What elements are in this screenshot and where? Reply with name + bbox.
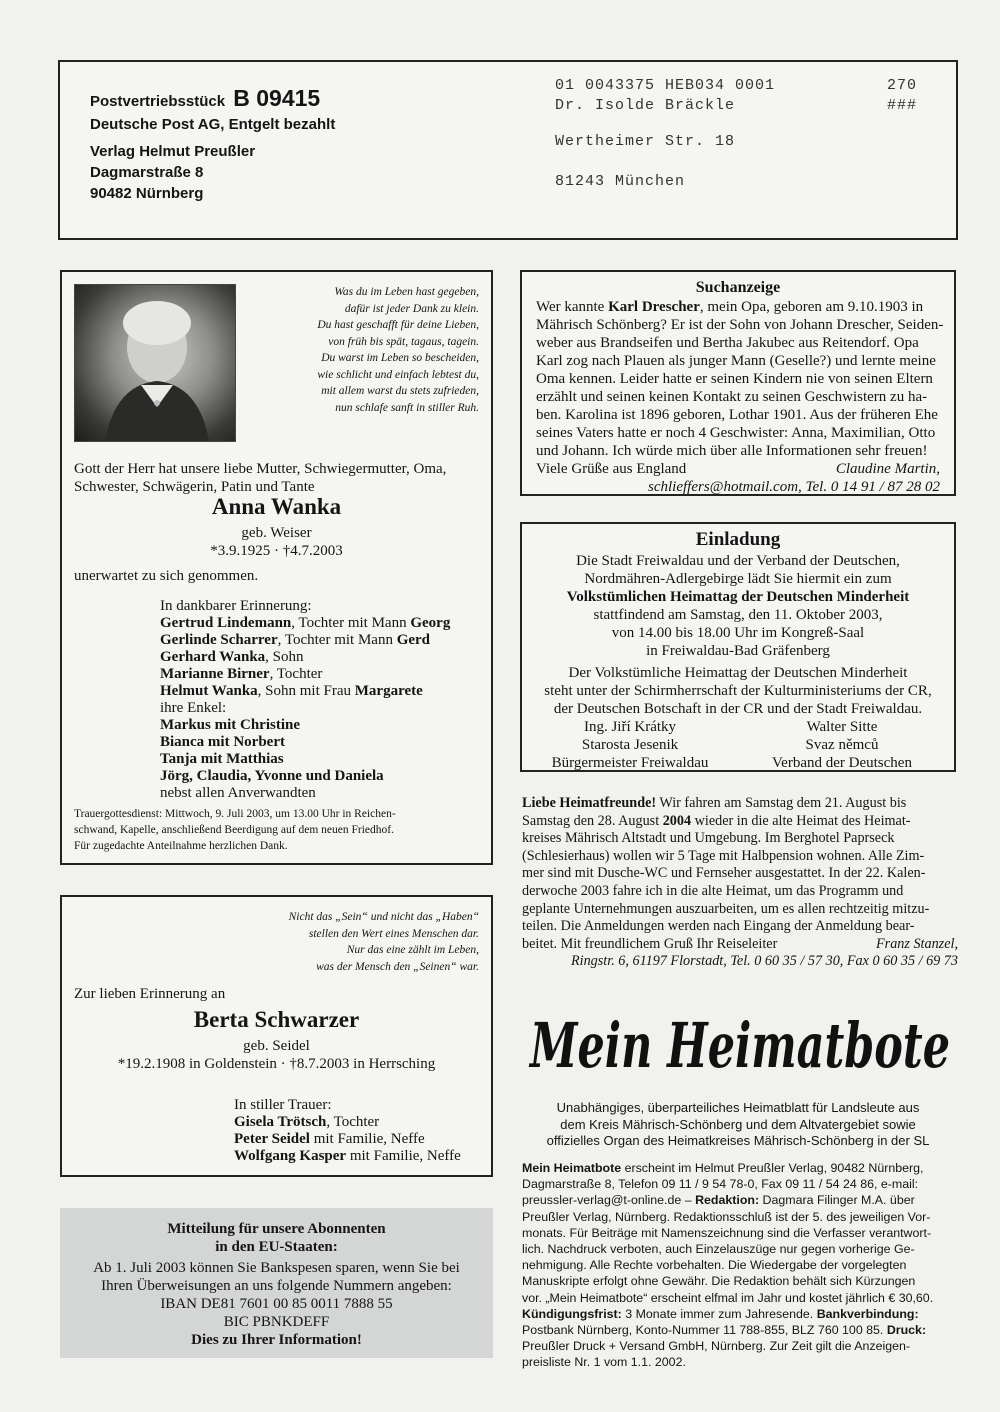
ad-text: Karl zog nach Plauen als junger Mann (Geselle?) und lernte meine: [536, 353, 936, 369]
invitation-body: [522, 552, 954, 718]
publisher-street: Dagmarstraße 8: [90, 164, 204, 181]
obituary-intro: [74, 460, 446, 496]
mourner-partner: Georg: [410, 615, 451, 631]
obituary-outro: unerwartet zu sich genommen.: [74, 568, 259, 584]
mourner-row: [234, 1131, 461, 1148]
birth-info: [62, 524, 491, 560]
funeral-service-info: [74, 806, 396, 854]
mourner-relation: , Tochter mit Mann: [291, 615, 411, 631]
signatory-name: Ing. Jiří Krátky: [583, 719, 677, 735]
mourners-list: [160, 598, 450, 802]
mourner-name: Wolfgang Kasper: [234, 1148, 347, 1164]
masthead-logo: [522, 997, 958, 1092]
grandchild-row: Jörg, Claudia, Yvonne und Daniela: [160, 768, 384, 784]
recipient-name: Dr. Isolde Bräckle: [555, 97, 736, 114]
address-code-line: 01 0043375 HEB034 0001: [555, 77, 776, 94]
mourner-relation: mit Familie, Neffe: [309, 1131, 425, 1147]
imprint-label: Druck:: [886, 1323, 927, 1338]
mourner-relation: , Tochter: [269, 666, 323, 682]
poem-line: nun schlafe sanft in stiller Ruh.: [335, 401, 479, 414]
mourner-relation: , Tochter mit Mann: [277, 632, 397, 648]
notice-line: Ihren Überweisungen an uns folgende Nummern angeben:: [101, 1278, 452, 1294]
service-line: schwand, Kapelle, anschließend Beerdigung auf dem neuen Friedhof.: [74, 824, 394, 836]
grandchild-row: Bianca mit Norbert: [160, 734, 285, 750]
grandchildren-label: ihre Enkel:: [160, 700, 227, 716]
searched-person: Karl Drescher: [608, 299, 700, 315]
event-date: stattfindend am Samstag, den 11. Oktober 2003,: [593, 607, 883, 623]
mourner-relation: mit Familie, Neffe: [346, 1148, 461, 1164]
imprint-text: Postbank Nürnberg, Konto-Nummer 11 788-855, BLZ 760 100 85.: [522, 1323, 887, 1338]
signatory-title: Verband der Deutschen: [772, 755, 912, 771]
invitation-title: Einladung: [695, 529, 781, 550]
life-dates: *3.9.1925 · †4.7.2003: [210, 543, 343, 559]
imprint-text: lich. Nachdruck verboten, auch Einzelauszüge nur gegen vorherige Ge-: [522, 1242, 915, 1257]
grandchild-row: Markus mit Christine: [160, 717, 300, 733]
trip-contact: Ringstr. 6, 61197 Florstadt, Tel. 0 60 35 / 57 30, Fax 0 60 35 / 69 73: [570, 953, 958, 970]
mourner-relation: , Sohn: [265, 649, 304, 665]
grandchild-row: Tanja mit Matthias: [160, 751, 284, 767]
imprint-text: Dagmarstraße 8, Telefon 09 11 / 9 54 78-0, Fax 09 11 / 54 24 86, e-mail:: [522, 1177, 919, 1192]
show-through-text: [420, 40, 980, 60]
mourner-name: Gisela Trötsch: [234, 1114, 327, 1130]
birth-info: [62, 1037, 491, 1073]
pv-label: Postvertriebsstück: [90, 93, 226, 110]
postage-note: Deutsche Post AG, Entgelt bezahlt: [90, 116, 336, 133]
ad-text: Oma kennen. Leider hatte er seinen Kindern nie von seinen Eltern: [536, 371, 933, 387]
obituary-anna-wanka: [60, 270, 493, 865]
ad-signer: Claudine Martin,: [835, 461, 940, 477]
search-ad-box: [520, 270, 956, 496]
mourner-row: [160, 615, 450, 632]
notice-line: Ab 1. Juli 2003 können Sie Bankspesen sparen, wenn Sie bei: [93, 1260, 460, 1276]
imprint-text: 3 Monate immer zum Jahresende.: [621, 1306, 817, 1321]
poem-line: dafür ist jeder Dank zu klein.: [344, 302, 479, 315]
recipient-city: 81243 München: [555, 173, 686, 190]
masthead-logo-text: Mein Heimatbote: [528, 1009, 950, 1082]
deceased-name: Anna Wanka: [211, 494, 342, 519]
imprint-text: Manuskripte erfolgt ohne Gewähr. Die Redaktion behält sich Kürzungen: [522, 1274, 916, 1289]
imprint-text: Preußler Verlag, Nürnberg. Redaktionsschluß ist der 5. des jeweiligen Vor-: [522, 1209, 931, 1224]
mourner-name: Marianne Birner: [160, 666, 270, 682]
imprint-text: vor. „Mein Heimatbote“ erscheint elfmal im Jahr und kostet jährlich € 30,60.: [522, 1290, 934, 1305]
imprint-title: Mein Heimatbote: [522, 1161, 622, 1175]
ad-text: ben. Karolina ist 1896 geboren, Lothar 1901. Aus der früheren Ehe: [536, 407, 938, 423]
bic: BIC PBNKDEFF: [223, 1314, 330, 1330]
imprint-text: preisliste Nr. 1 vom 1.1. 2002.: [522, 1355, 686, 1370]
recipient-address: [555, 76, 918, 192]
address-code-right: 270: [887, 77, 918, 94]
mourner-row: [160, 632, 450, 649]
invitation-line: steht unter der Schirmherrschaft der Kulturministeriums der CR,: [544, 683, 932, 699]
recipient-street: Wertheimer Str. 18: [555, 133, 736, 150]
deceased-name: Berta Schwarzer: [193, 1007, 360, 1032]
obituary-intro: Zur lieben Erinnerung an: [74, 986, 226, 1002]
trip-text: mer sind mit Dusche-WC und Fernseher ausgestattet. In der 22. Kalen-: [522, 865, 926, 882]
event-name: Volkstümlichen Heimattag der Deutschen Minderheit: [566, 589, 910, 605]
trip-text: wieder in die alte Heimat des Heimat-: [691, 812, 911, 829]
imprint-text: erscheint im Helmut Preußler Verlag, 90482 Nürnberg,: [621, 1161, 924, 1175]
trip-year: 2004: [662, 812, 692, 829]
notice-subtitle: in den EU-Staaten:: [215, 1239, 338, 1255]
invitation-box: [520, 522, 956, 772]
invitation-signatures: [522, 718, 954, 774]
ad-text: erzählt und seinen keinen Kontakt zu seinen Geschwistern zu ha-: [536, 389, 928, 405]
pv-number: B 09415: [233, 85, 321, 111]
notice-closing: Dies zu Ihrer Information!: [191, 1332, 362, 1348]
mourner-row: [160, 683, 450, 700]
trip-text: teilen. Die Anmeldungen werden nach Eingang der Anmeldung bear-: [522, 918, 915, 935]
signatory-title: Svaz němců: [805, 737, 879, 753]
imprint-label: Kündigungsfrist:: [522, 1306, 622, 1321]
maiden-name: geb. Seidel: [243, 1038, 310, 1054]
imprint-label: Redaktion:: [695, 1193, 760, 1208]
address-code-right-2: ###: [887, 97, 918, 114]
mourner-name: Gerlinde Scharrer: [160, 632, 278, 648]
trip-text: Samstag den 28. August: [522, 812, 663, 829]
intro-line: Schwester, Schwägerin, Patin und Tante: [74, 479, 315, 495]
invitation-line: Die Stadt Freiwaldau und der Verband der Deutschen,: [576, 553, 900, 569]
signatory-name: Walter Sitte: [806, 719, 878, 735]
mourner-name: Gerhard Wanka: [160, 649, 266, 665]
trip-lead: Liebe Heimatfreunde!: [522, 795, 657, 811]
search-ad-title: Suchanzeige: [695, 279, 781, 296]
trip-text: derwoche 2003 fahre ich in die alte Heimat, um das Programm und: [522, 882, 904, 899]
trip-text: (Schlesierhaus) wollen wir 5 Tage mit Halbpension wohnen. Alle Zim-: [522, 847, 925, 864]
service-line: Trauergottesdienst: Mittwoch, 9. Juli 2003, um 13.00 Uhr in Reichen-: [74, 808, 396, 820]
portrait-photo: [74, 284, 236, 442]
trip-text: Wir fahren am Samstag dem 21. August bis: [656, 795, 907, 811]
ad-text: , mein Opa, geboren am 9.10.1903 in: [699, 299, 924, 315]
mourners-list: [234, 1097, 461, 1165]
imprint-text: monats. Für Beiträge mit Namenszeichnung sind die Verfasser verantwort-: [522, 1225, 932, 1240]
subscriber-notice: [60, 1208, 493, 1358]
description-line: dem Kreis Mährisch-Schönberg und dem Altvatergebiet sowie: [560, 1116, 916, 1132]
mourner-relation: , Tochter: [326, 1114, 380, 1130]
mourners-title: In stiller Trauer:: [234, 1097, 332, 1113]
signatory-title: Starosta Jesenik: [581, 737, 679, 753]
mourner-partner: Gerd: [396, 632, 431, 648]
quote-line: Nur das eine zählt im Leben,: [346, 944, 479, 956]
description-line: offizielles Organ des Heimatkreises Mährisch-Schönberg in der SL: [546, 1133, 930, 1148]
poem-line: wie schlicht und einfach lebtest du,: [317, 368, 479, 381]
ad-text: Wer kannte: [536, 299, 609, 315]
ad-text: weber aus Brandseifen und Bertha Jakubec aus Reitendorf. Opa: [536, 335, 919, 351]
mourners-title: In dankbarer Erinnerung:: [160, 598, 312, 614]
ad-text: Mährisch Schönberg? Er ist der Sohn von Johann Drescher, Seiden-: [536, 317, 944, 333]
mourner-row: [160, 649, 450, 666]
search-ad-body: [522, 298, 954, 496]
mourner-partner: Margarete: [354, 683, 423, 699]
invitation-line: der Deutschen Botschaft in der CR und der Stadt Freiwaldau.: [553, 701, 923, 717]
service-line: Für zugedachte Anteilnahme herzlichen Dank.: [74, 840, 288, 852]
quote-line: was der Mensch den „Seinen“ war.: [316, 960, 479, 973]
masthead-description: [520, 1100, 956, 1150]
event-time: von 14.00 bis 18.00 Uhr im Kongreß-Saal: [611, 625, 865, 641]
trip-text: kreises Mährisch Altstadt und Umgebung. Im Berghotel Paprseck: [522, 830, 895, 847]
imprint-label: Bankverbindung:: [816, 1306, 919, 1321]
quote-line: stellen den Wert eines Menschen dar.: [308, 927, 479, 940]
iban: IBAN DE81 7601 00 85 0011 7888 55: [160, 1296, 393, 1312]
mourner-name: Peter Seidel: [234, 1131, 310, 1147]
mourner-row: [160, 666, 450, 683]
poem-line: Du hast geschafft für deine Lieben,: [317, 319, 479, 331]
invitation-line: Nordmähren-Adlergebirge lädt Sie hiermit ein zum: [584, 571, 892, 587]
ad-contact: schlieffers@hotmail.com, Tel. 0 14 91 / 87 28 02: [648, 479, 940, 495]
description-line: Unabhängiges, überparteiliches Heimatblatt für Landsleute aus: [556, 1100, 920, 1115]
obituary-berta-schwarzer: [60, 895, 493, 1177]
obituary-quote: [289, 909, 479, 975]
intro-line: Gott der Herr hat unsere liebe Mutter, Schwiegermutter, Oma,: [74, 461, 447, 477]
poem-line: Was du im Leben hast gegeben,: [334, 286, 479, 298]
mourner-row: [234, 1148, 461, 1165]
maiden-name: geb. Weiser: [241, 525, 312, 541]
relatives-note: nebst allen Anverwandten: [160, 785, 316, 801]
trip-signer: Franz Stanzel,: [876, 935, 958, 952]
mourner-name: Gertrud Lindemann: [160, 615, 292, 631]
trip-text: geplante Unternehmungen auszuarbeiten, um es allen rechtzeitig mitzu-: [522, 900, 930, 917]
obituary-poem: [317, 284, 479, 416]
ad-greeting: Viele Grüße aus England: [536, 461, 687, 477]
publisher-name: Verlag Helmut Preußler: [90, 143, 256, 160]
poem-line: Du warst im Leben so bescheiden,: [321, 352, 479, 364]
poem-line: von früh bis spät, tagaus, tagein.: [328, 335, 479, 348]
imprint-text: nehmigung. Alle Rechte vorbehalten. Die Wiedergabe der vorgelegten: [522, 1258, 907, 1273]
notice-title: Mitteilung für unsere Abonnenten: [167, 1221, 386, 1237]
mourner-relation: , Sohn mit Frau: [257, 683, 355, 699]
portrait-image: [75, 285, 235, 441]
poem-line: mit allem warst du stets zufrieden,: [321, 385, 479, 397]
life-dates: *19.2.1908 in Goldenstein · †8.7.2003 in Herrsching: [117, 1056, 436, 1072]
imprint-text: Preußler Druck + Versand GmbH, Nürnberg. Zur Zeit gilt die Anzeigen-: [522, 1339, 911, 1354]
quote-line: Nicht das „Sein“ und nicht das „Haben“: [288, 911, 479, 923]
trip-text: beitet. Mit freundlichem Gruß Ihr Reiseleiter: [522, 935, 778, 952]
signatory-title: Bürgermeister Freiwaldau: [551, 755, 709, 771]
imprint: [522, 1160, 958, 1371]
imprint-email: preussler-verlag@t-online.de –: [522, 1193, 696, 1208]
event-location: in Freiwaldau-Bad Gräfenberg: [646, 643, 830, 659]
ad-text: und Johann. Ich würde mich über alle Informationen sehr freuen!: [536, 443, 928, 459]
imprint-text: Dagmara Filinger M.A. über: [759, 1193, 915, 1208]
sender-block: [90, 85, 336, 204]
invitation-line: Der Volkstümliche Heimattag der Deutschen Minderheit: [568, 665, 908, 681]
publisher-city: 90482 Nürnberg: [90, 185, 204, 202]
ad-text: seines Vaters hatte er noch 4 Geschwister: Anna, Maximilian, Otto: [536, 425, 936, 441]
mourner-name: Helmut Wanka: [160, 683, 258, 699]
trip-announcement: [522, 795, 958, 971]
masthead-logo-graphic: [522, 997, 958, 1092]
mourner-row: [234, 1114, 461, 1131]
